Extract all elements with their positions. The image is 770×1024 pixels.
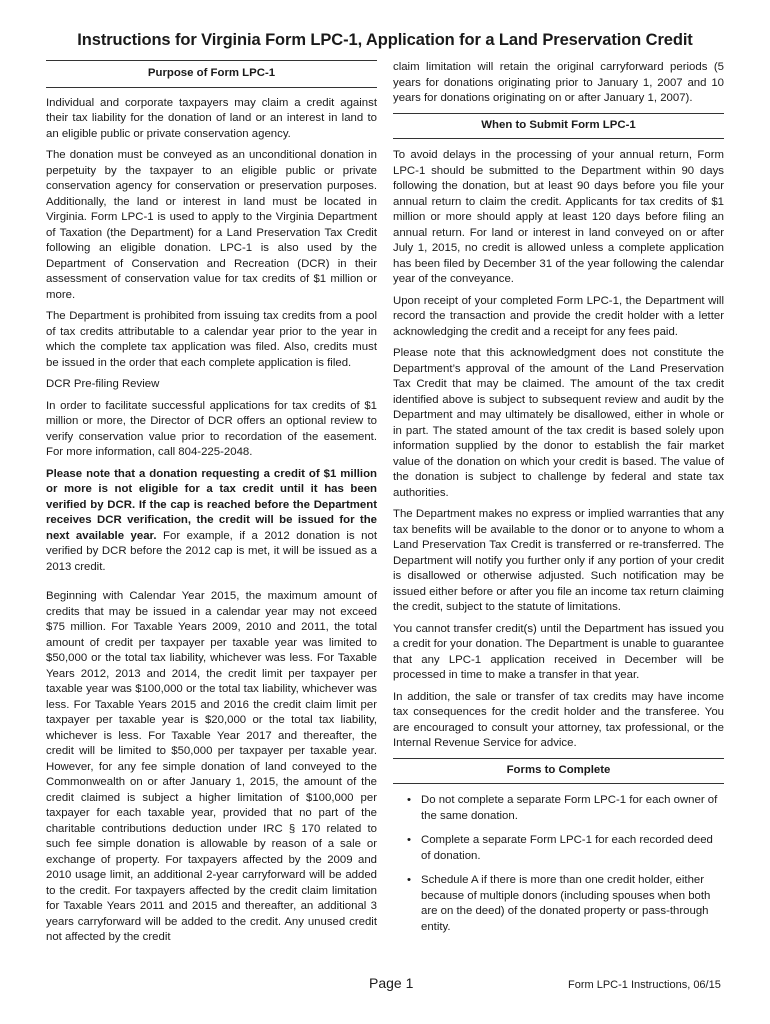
list-item-text: Do not complete a separate Form LPC-1 for each owner of the same donation. [421,794,718,822]
submit-paragraph-2: Upon receipt of your completed Form LPC-1, the Department will record the transaction and provide the credit holder with a letter acknowledging the credit and a receipt for any fees paid. [393,294,724,338]
when-to-submit-heading: When to Submit Form LPC-1 [393,113,724,140]
carryforward-continuation: claim limitation will retain the original carryforward periods (5 years for donations originating prior to January 1, 2007 and 10 years for donations originating on or after January 1, 2007). [393,61,724,104]
purpose-paragraph-2: The donation must be conveyed as an unconditional donation in perpetuity by the taxpayer to an eligible public or private conservation agency for conservation or preservation purposes. Additionally, the land or interest in land must be located in Virginia. Form LPC-1 is used to apply to the Virginia Department of Taxation (the Department) for a Land Preservation Tax Credit following an eligible donation. LPC-1 is also used by the Department of Conservation and Recreation (DCR) in their assessment of conservation value for tax credits of $1 million or more. [46,149,377,301]
bullet-icon: • [407,874,411,886]
submit-paragraph-1: To avoid delays in the processing of your annual return, Form LPC-1 should be submitted to the Department within 90 days following the donation, but at least 90 days before you file your annual return to claim the credit. Applicants for tax credits of $1 million or more should apply at least 120 days before filing an annual return. For land or interest in land conveyed on or after July 1, 2015, no credit is allowed unless a complete application has been filed by December 31 of the year following the calendar year of the conveyance. [393,149,724,285]
forms-to-complete-heading: Forms to Complete [393,758,724,785]
purpose-heading: Purpose of Form LPC-1 [46,60,377,88]
forms-list [393,793,724,935]
list-item [405,873,724,935]
credit-limits-paragraph: Beginning with Calendar Year 2015, the maximum amount of credits that may be issued in a calendar year may not exceed $75 million. For Taxable Years 2009, 2010 and 2011, the total amount of credit per taxpayer per taxable year was limited to $50,000 or the total tax liability, whichever was less. For Taxable Years 2012, 2013 and 2014, the credit limit per taxpayer per taxable year was $100,000 or the total tax liability, whichever was less. For Taxable Years 2015 and 2016 the credit claim limit per taxpayer per taxable year is $20,000 or the total tax liability, whichever is less. For Taxable Year 2017 and thereafter, the credit will be limited to $50,000 per taxpayer per taxable year. However, for any fee simple donation of land conveyed to the Commonwealth on or after January 1, 2015, the amount of the credit claimed is subject a higher limitation of $100,000 per taxpayer for each taxable year, provided that no part of the charitable contributions deduction under IRC § 170 related to such fee simple donation is allowable by reason of a sale or exchange of property. For taxpayers affected by the 2009 and 2010 usage limit, an additional 2-year carryforward will be added to the credit. For taxpayers affected by the credit claim limitation for Taxable Years 2011 and 2015 and thereafter, an additional 3 years carryforward will be added to the credit. Any unused credit not affected by the credit [46,590,377,943]
dcr-note-paragraph [46,467,377,576]
list-item [405,793,724,824]
form-version: Form LPC-1 Instructions, 06/15 [568,979,721,991]
submit-paragraph-3: Please note that this acknowledgment does not constitute the Department’s approval of the amount of the Land Preservation Tax Credit that may be claimed. The amount of the tax credit identified above is subject to subsequent review and audit by the Department and may ultimately be disallowed, either in whole or in part. The stated amount of the tax credit is based solely upon information supplied by the donor to establish the fair market value of the donation on which your credit is based. The value of the donation is subject to challenge by federal and state tax authorities. [393,347,724,499]
submit-paragraph-5: You cannot transfer credit(s) until the Department has issued you a credit for your donation. The Department is unable to guarantee that any LPC-1 application received in December will be processed in time to make a transfer in that year. [393,622,724,681]
list-item-text: Schedule A if there is more than one credit holder, either because of multiple donors (including spouses when both are on the deed) of the donated property or pass-through entity. [421,874,711,933]
page-title: Instructions for Virginia Form LPC-1, Application for a Land Preservation Credit [77,31,693,49]
purpose-paragraph-1: Individual and corporate taxpayers may claim a credit against their tax liability for the donation of land or an interest in land to an eligible public or private conservation agency. [46,96,377,140]
list-item-text: Complete a separate Form LPC-1 for each recorded deed of donation. [421,834,713,862]
left-column [46,60,377,952]
dcr-paragraph: In order to facilitate successful applications for tax credits of $1 million or more, the Director of DCR offers an optional review to verify conservation value prior to recordation of the easement. For more information, call 804-225-2048. [46,399,377,458]
submit-paragraph-6: In addition, the sale or transfer of tax credits may have income tax consequences for the credit holder and the transferee. You are encouraged to consult your attorney, tax professional, or the Internal Revenue Service for advice. [393,690,724,749]
submit-paragraph-4: The Department makes no express or implied warranties that any tax benefits will be available to the donor or to anyone to whom a Land Preservation Tax Credit is transferred or re-transferred. The Department will notify you further only if any portion of your credit is disallowed or otherwise adjusted. Such notification may be issued either before or after you file an income tax return claiming the credit, subject to the statute of limitations. [393,508,724,613]
dcr-note-rest: For example, if a 2012 donation is not verified by DCR before the 2012 cap is met, it will be issued as a 2013 credit. [46,529,377,573]
bullet-icon: • [407,794,411,806]
purpose-paragraph-3: The Department is prohibited from issuing tax credits from a pool of tax credits attributable to a calendar year prior to the year in which the complete tax application was filed. Also, credits must be issued in the order that each complete application is filed. [46,310,377,369]
dcr-note-bold: Please note that a donation requesting a credit of $1 million or more is not eligible for a tax credit until it has been verified by DCR. If the cap is reached before the Department receives DCR verification, the credit will be issued for the next available year. [46,467,377,542]
right-column [393,60,724,944]
list-item [405,833,724,864]
page-number: Page 1 [369,975,414,991]
dcr-subheading: DCR Pre-filing Review [46,378,160,390]
bullet-icon: • [407,834,411,846]
